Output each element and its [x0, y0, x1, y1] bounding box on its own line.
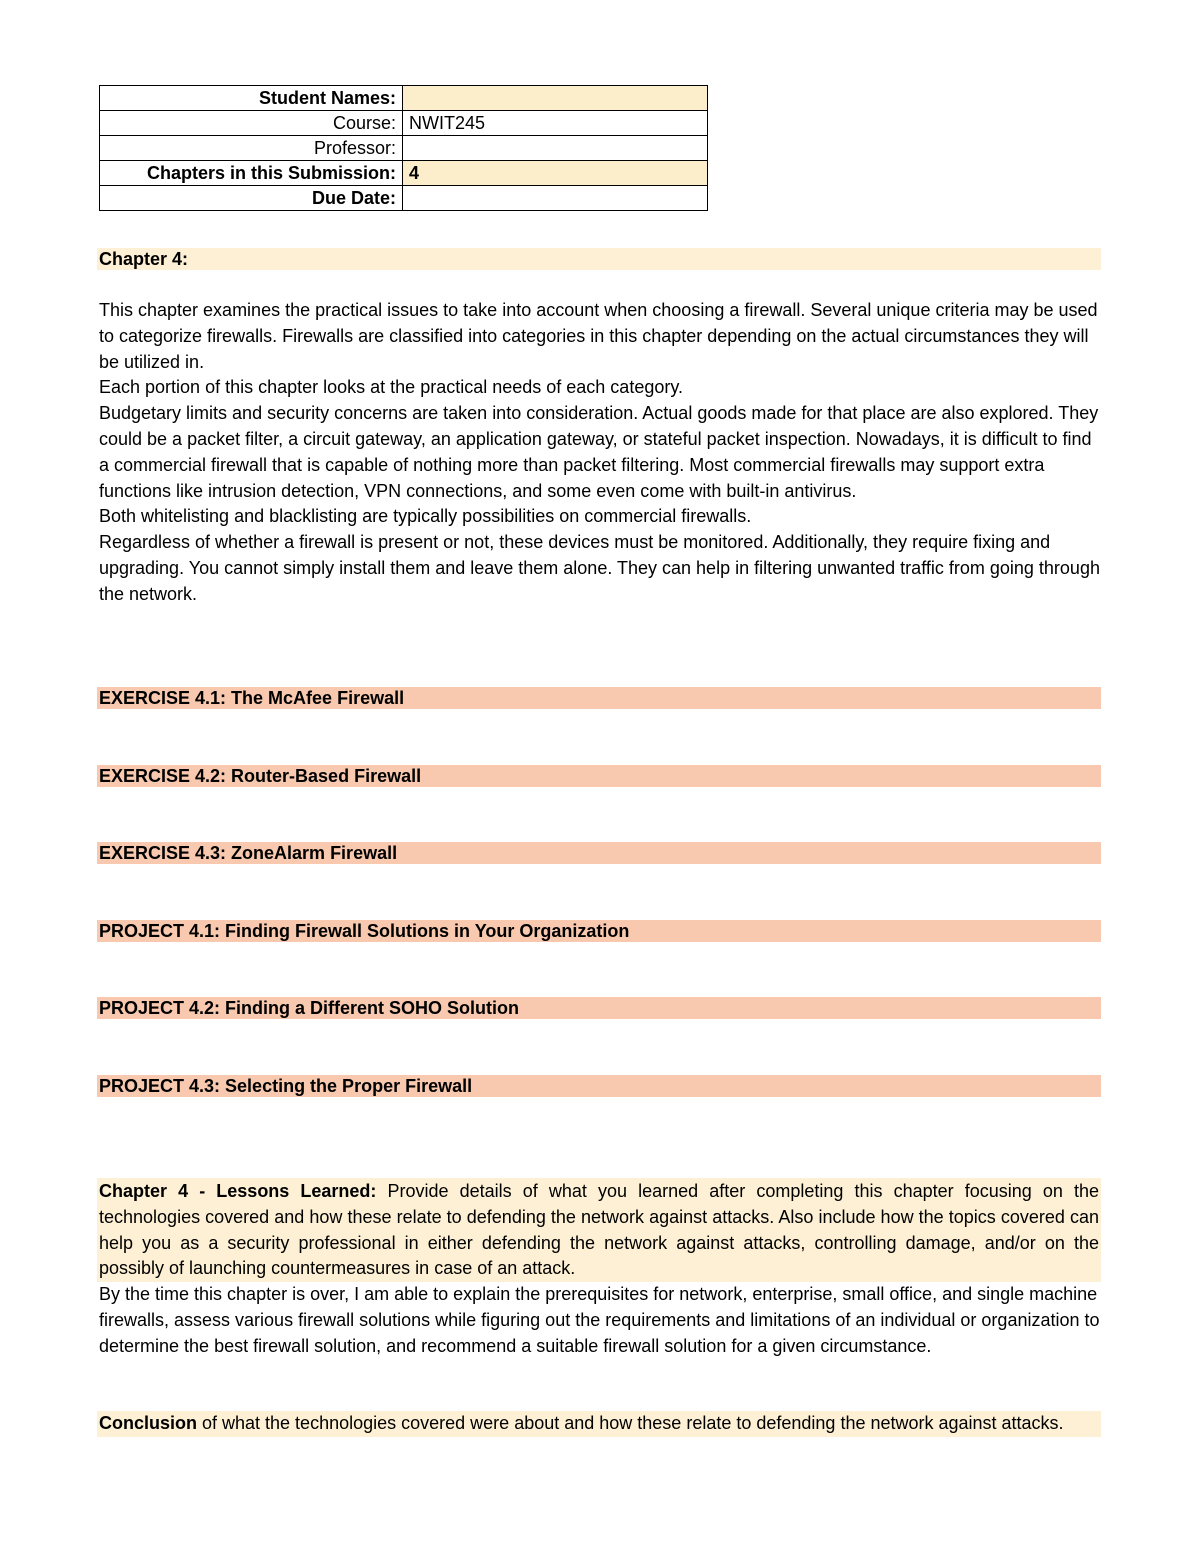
professor-label: Professor: — [100, 136, 403, 161]
summary-paragraph: Budgetary limits and security concerns are taken into consideration. Actual goods made for that place are also explored. They could be a packet filter, a circuit gateway, an application gateway, or stateful packet inspection. Nowadays, it is difficult to find a commercial firewall that is capable of nothing more than packet filtering. Most commercial firewalls may support extra functions like intrusion detection, VPN connections, and some even come with built-in antivirus. — [99, 403, 1099, 501]
student-names-row — [100, 86, 708, 111]
due-date-row — [100, 186, 708, 211]
chapter-title: Chapter 4: — [97, 248, 1101, 270]
course-label: Course: — [100, 111, 403, 136]
chapters-field[interactable]: 4 — [403, 161, 708, 186]
conclusion-prompt — [97, 1411, 1101, 1437]
chapters-label: Chapters in this Submission: — [100, 161, 403, 186]
project-4-1-heading: PROJECT 4.1: Finding Firewall Solutions in Your Organization — [97, 920, 1101, 942]
professor-field[interactable] — [403, 136, 708, 161]
exercise-4-1-heading: EXERCISE 4.1: The McAfee Firewall — [97, 687, 1101, 709]
course-row — [100, 111, 708, 136]
professor-row — [100, 136, 708, 161]
due-date-field[interactable] — [403, 186, 708, 211]
conclusion-label: Conclusion — [99, 1413, 197, 1433]
summary-paragraph: This chapter examines the practical issues to take into account when choosing a firewall. Several unique criteria may be used to categorize firewalls. Firewalls are classified into categories in this chapter depending on the actual circumstances they will be utilized in. — [99, 300, 1098, 372]
lessons-learned-instructions: Provide details of what you learned after completing this chapter focusing on the technologies covered and how these relate to defending the network against attacks. Also include how the topics covered can help you as a security professional in either defending the network against attacks, controlling damage, and/or on the possibly of launching countermeasures in case of an attack. — [99, 1181, 1099, 1279]
summary-paragraph: Each portion of this chapter looks at the practical needs of each category. — [99, 377, 684, 398]
submission-info-table — [99, 85, 708, 211]
summary-paragraph: Regardless of whether a firewall is present or not, these devices must be monitored. Additionally, they require fixing and upgrading. You cannot simply install them and leave them alone. They can help in filtering unwanted traffic from going through the network. — [99, 532, 1100, 604]
project-4-2-heading: PROJECT 4.2: Finding a Different SOHO Solution — [97, 997, 1101, 1019]
lessons-learned-label: Chapter 4 - Lessons Learned: — [99, 1181, 377, 1201]
chapters-row — [100, 161, 708, 186]
lessons-learned-prompt — [97, 1178, 1101, 1282]
exercise-4-2-heading: EXERCISE 4.2: Router-Based Firewall — [97, 765, 1101, 787]
lessons-learned-answer: By the time this chapter is over, I am able to explain the prerequisites for network, enterprise, small office, and single machine firewalls, assess various firewall solutions while figuring out the requirements and limitations of an individual or organization to determine the best firewall solution, and recommend a suitable firewall solution for a given circumstance. — [99, 1284, 1100, 1356]
course-field[interactable]: NWIT245 — [403, 111, 708, 136]
chapter-summary — [99, 298, 1101, 608]
student-names-field[interactable] — [403, 86, 708, 111]
student-names-label: Student Names: — [100, 86, 403, 111]
due-date-label: Due Date: — [100, 186, 403, 211]
exercise-4-3-heading: EXERCISE 4.3: ZoneAlarm Firewall — [97, 842, 1101, 864]
summary-paragraph: Both whitelisting and blacklisting are typically possibilities on commercial firewalls. — [99, 506, 752, 527]
project-4-3-heading: PROJECT 4.3: Selecting the Proper Firewall — [97, 1075, 1101, 1097]
conclusion-instructions: of what the technologies covered were about and how these relate to defending the network against attacks. — [197, 1413, 1064, 1433]
